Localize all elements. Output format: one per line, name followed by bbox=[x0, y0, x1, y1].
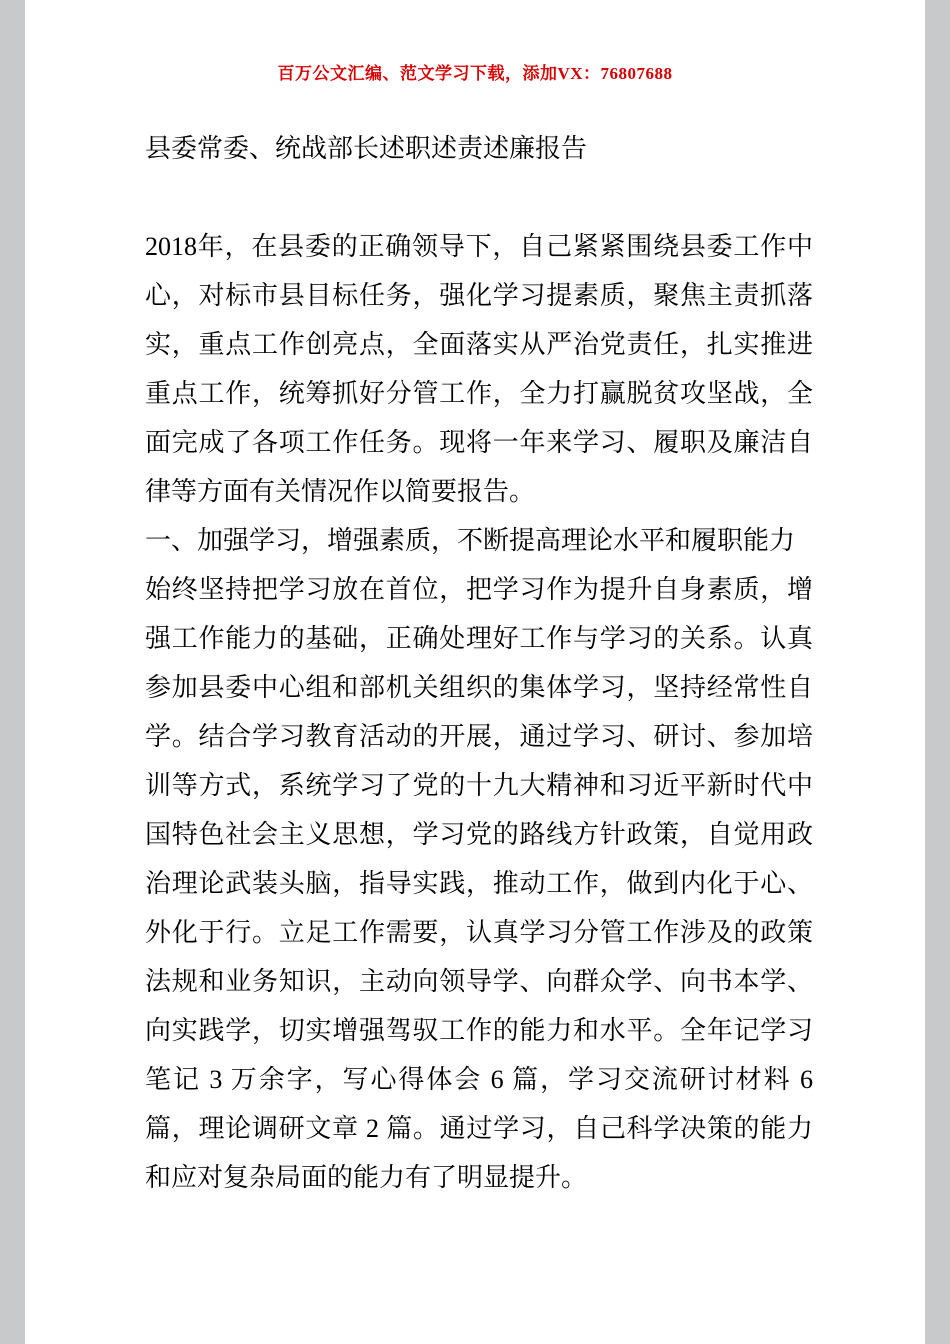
document-title: 县委常委、统战部长述职述责述廉报告 bbox=[145, 134, 588, 163]
document-body bbox=[145, 222, 813, 1202]
document-page bbox=[25, 0, 925, 1344]
paragraph-intro: 2018年，在县委的正确领导下，自己紧紧围绕县委工作中心，对标市县目标任务，强化学习提素质，聚焦主责抓落实，重点工作创亮点，全面落实从严治党责任，扎实推进重点工作，统筹抓好分管工作，全力打赢脱贫攻坚战，全面完成了各项工作任务。现将一年来学习、履职及廉洁自律等方面有关情况作以简要报告。 bbox=[145, 232, 813, 506]
paragraph-section-1: 始终坚持把学习放在首位，把学习作为提升自身素质，增强工作能力的基础，正确处理好工作与学习的关系。认真参加县委中心组和部机关组织的集体学习，坚持经常性自学。结合学习教育活动的开展，通过学习、研讨、参加培训等方式，系统学习了党的十九大精神和习近平新时代中国特色社会主义思想，学习党的路线方针政策，自觉用政治理论武装头脑，指导实践，推动工作，做到内化于心、外化于行。立足工作需要，认真学习分管工作涉及的政策法规和业务知识，主动向领导学、向群众学、向书本学、向实践学，切实增强驾驭工作的能力和水平。全年记学习笔记 3 万余字，写心得体会 6 篇，学习交流研讨材料 6 篇，理论调研文章 2 篇。通过学习，自己科学决策的能力和应对复杂局面的能力有了明显提升。 bbox=[145, 575, 813, 1192]
promo-banner-text: 百万公文汇编、范文学习下载，添加VX：76807688 bbox=[277, 64, 673, 83]
section-heading-1: 一、加强学习，增强素质，不断提高理论水平和履职能力 bbox=[145, 526, 796, 555]
